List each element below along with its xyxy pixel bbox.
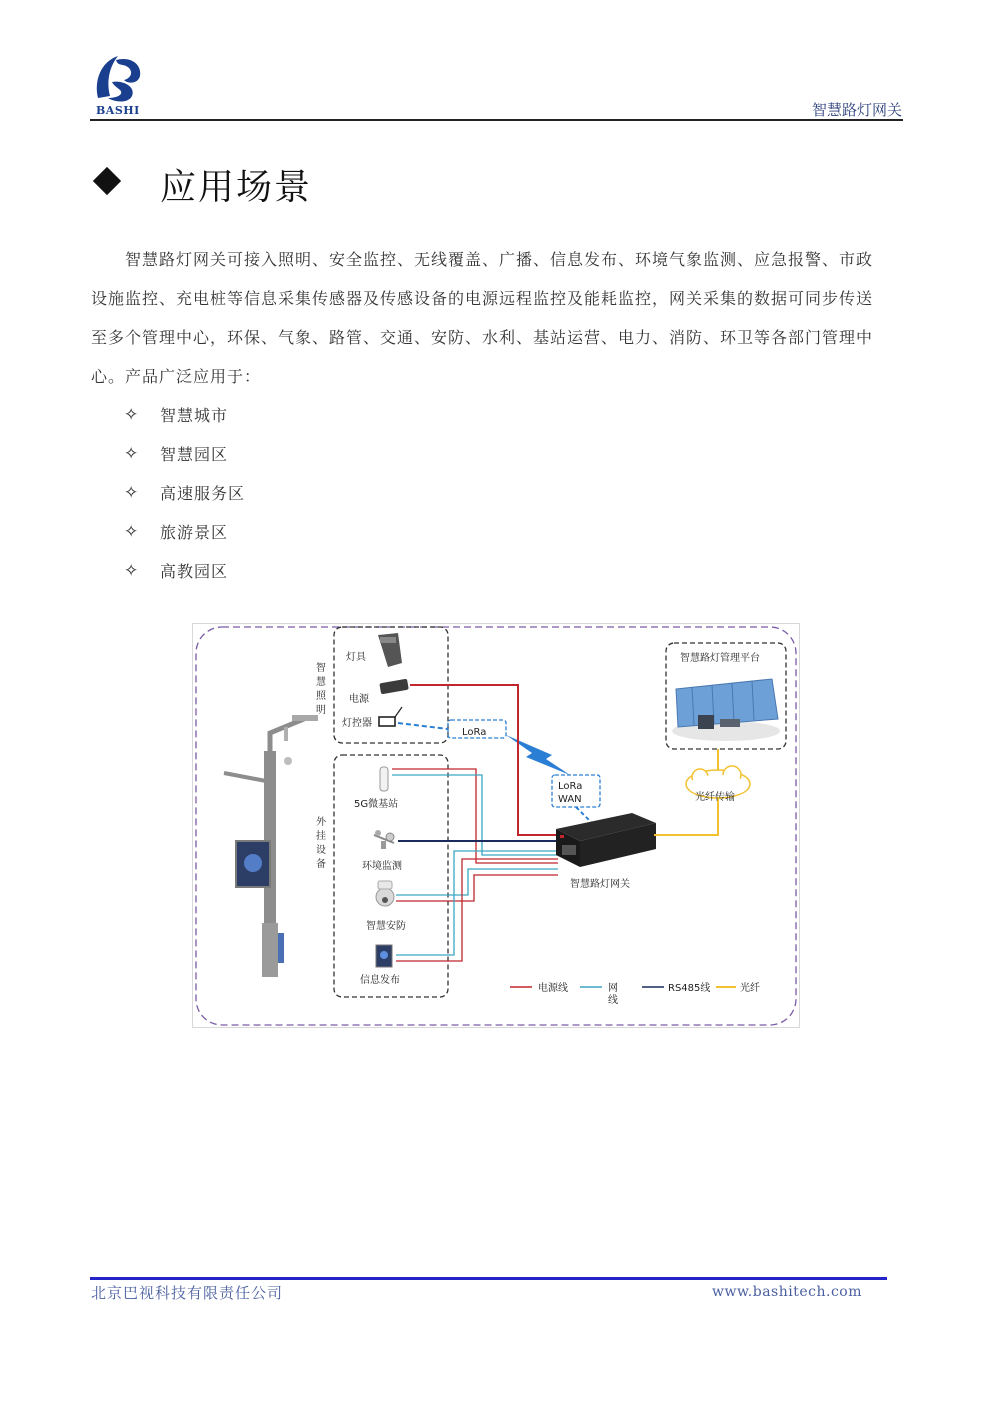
sparkle-bullet-icon: ✧ [124,560,139,581]
platform-label: 智慧路灯管理平台 [680,653,760,664]
gateway-label: 智慧路灯网关 [570,879,630,890]
list-item [124,551,245,590]
legend-power-label: 电源线 [538,983,568,994]
base-station-label: 5G微基站 [354,799,399,810]
lora-wan-label: LoRa [558,781,583,792]
footer-rule [90,1277,887,1280]
lora-wan-label: WAN [558,794,582,805]
legend-network-label: 网 [608,983,618,994]
lighting-group-label-char: 照 [316,691,326,702]
paragraph-line: 智慧路灯网关可接入照明、安全监控、无线覆盖、广播、信息发布、环境气象监测、应急报警、市政 [125,250,874,269]
lighting-group-label-char: 慧 [316,677,326,688]
intro-paragraph [91,240,903,396]
sparkle-bullet-icon: ✧ [124,404,139,425]
legend-fiber-label: 光纤 [740,983,760,994]
application-label: 高速服务区 [160,484,246,503]
sparkle-bullet-icon: ✧ [124,521,139,542]
footer-website[interactable]: www.bashitech.com [712,1284,862,1300]
power-supply-label: 电源 [349,694,369,705]
security-label: 智慧安防 [366,921,406,932]
company-logo [92,52,144,118]
footer-company: 北京巴视科技有限责任公司 [91,1284,284,1302]
lighting-group-label-char: 明 [316,705,326,716]
section-title: 应用场景 [160,167,313,208]
header-doc-title: 智慧路灯网关 [811,101,902,119]
info-display-icon [376,945,392,967]
info-publish-label: 信息发布 [360,975,400,986]
logo-text: BASHI [96,104,140,117]
application-label: 旅游景区 [160,523,229,542]
sparkle-bullet-icon: ✧ [124,482,139,503]
paragraph-line: 至多个管理中心，环保、气象、路管、交通、安防、水利、基站运营、电力、消防、环卫等各部门管理中 [91,328,874,347]
lamp-label: 灯具 [346,652,366,663]
header-rule [90,119,903,121]
paragraph-line: 心。产品广泛应用于： [91,367,262,386]
application-list [124,395,245,590]
lora-label: LoRa [462,727,487,738]
fiber-transmission-label: 光纤传输 [695,792,735,803]
control-center-icon [672,679,780,741]
list-item [124,434,245,473]
sparkle-bullet-icon: ✧ [124,443,139,464]
lamp-controller-label: 灯控器 [342,718,372,729]
architecture-diagram [192,623,800,1028]
environment-monitor-label: 环境监测 [362,861,402,872]
application-label: 高教园区 [160,562,229,581]
external-group-label-char: 设 [316,845,326,856]
bashi-logo-icon [92,52,144,104]
legend-network-label: 线 [608,995,618,1006]
base-station-icon [380,767,388,791]
external-group-label-char: 挂 [316,831,326,842]
list-item [124,512,245,551]
application-label: 智慧城市 [160,406,229,425]
legend-rs485-label: RS485线 [668,983,711,994]
external-group-label-char: 备 [316,859,326,870]
security-camera-icon [376,881,394,906]
lighting-group-label-char: 智 [316,663,326,674]
list-item [124,473,245,512]
section-diamond-icon [93,167,121,195]
external-group-label-char: 外 [316,817,326,828]
list-item [124,395,245,434]
application-label: 智慧园区 [160,445,229,464]
paragraph-line: 设施监控、充电桩等信息采集传感器及传感设备的电源远程监控及能耗监控，网关采集的数据可同步传送 [91,289,874,308]
